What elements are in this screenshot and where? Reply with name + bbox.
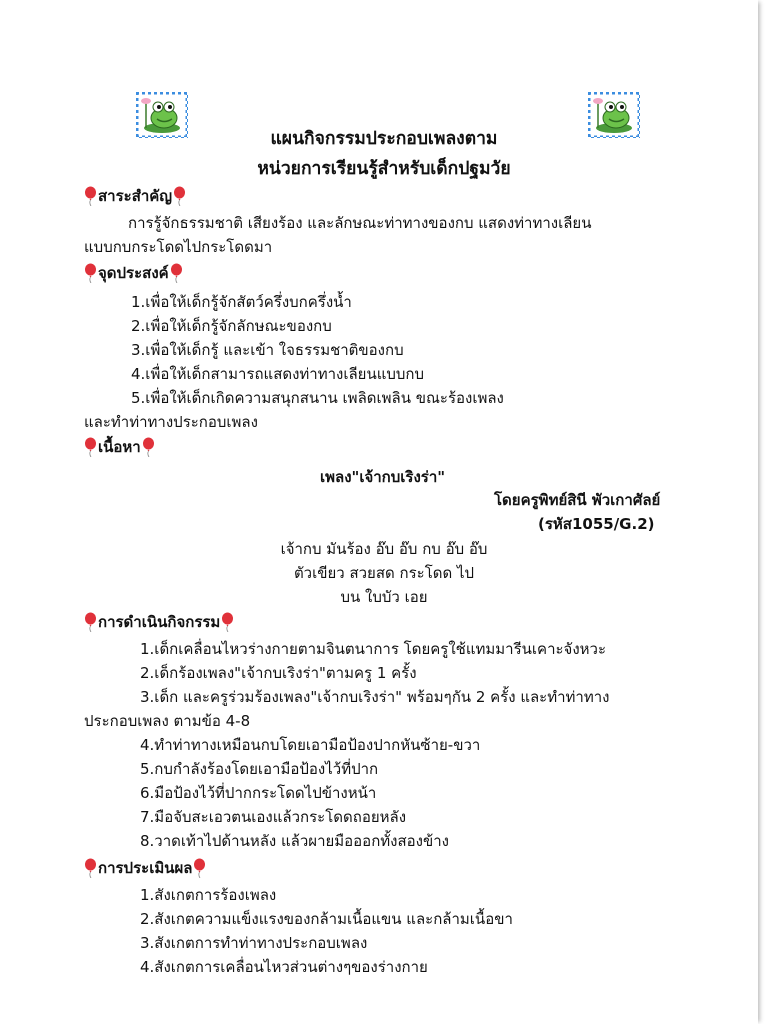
page-subtitle: หน่วยการเรียนรู้สำหรับเด็กปฐมวัย [257,159,511,179]
list-item: 1.เพื่อให้เด็กรู้จักสัตว์ครึ่งบกครึ่งน้ำ [131,293,352,311]
balloon-icon [221,612,234,632]
list-item: 1.สังเกตการร้องเพลง [140,886,277,904]
list-item: 2.สังเกตความแข็งแรงของกล้ามเนื้อแขน และกล้ามเนื้อขา [140,910,513,928]
list-item: 3.เด็ก และครูร่วมร้องเพลง"เจ้ากบเริงร่า" พร้อมๆกัน 2 ครั้ง และทำท่าทาง [140,688,610,706]
section-heading-evaluation: การประเมินผล [84,856,206,880]
list-item: 7.มือจับสะเอวตนเองแล้วกระโดดถอยหลัง [140,808,407,826]
song-title: เพลง"เจ้ากบเริงร่า" [320,468,446,486]
section-heading-activities: การดำเนินกิจกรรม [84,610,234,634]
list-item: 2.เด็กร้องเพลง"เจ้ากบเริงร่า"ตามครู 1 ครั้ง [140,664,417,682]
list-item: 5.กบกำลังร้องโดยเอามือป้องไว้ที่ปาก [140,760,379,778]
balloon-icon [84,437,97,457]
section-heading-content: เนื้อหา [84,435,155,459]
lyric-line: เจ้ากบ มันร้อง อ๊บ อ๊บ กบ อ๊บ อ๊บ [280,540,488,558]
list-item: 3.สังเกตการทำท่าทางประกอบเพลง [140,934,368,952]
list-item-continuation: ประกอบเพลง ตามข้อ 4-8 [84,712,251,730]
essence-text: การรู้จักธรรมชาติ เสียงร้อง และลักษณะท่าทางของกบ แสดงท่าทางเลียน [128,214,592,232]
song-author: โดยครูพิทย์สินี พัวเกาศัลย์ [494,491,661,509]
balloon-icon [170,263,183,283]
essence-text: แบบกบกระโดดไปกระโดดมา [84,238,273,256]
section-heading-essence: สาระสำคัญ [84,184,186,208]
balloon-icon [142,437,155,457]
list-item-continuation: และทำท่าทางประกอบเพลง [84,413,258,431]
balloon-icon [84,186,97,206]
balloon-icon [173,186,186,206]
balloon-icon [193,858,206,878]
list-item: 6.มือป้องไว้ที่ปากกระโดดไปข้างหน้า [140,784,377,802]
list-item: 5.เพื่อให้เด็กเกิดความสนุกสนาน เพลิดเพลิน ขณะร้องเพลง [131,389,504,407]
balloon-icon [84,612,97,632]
list-item: 4.เพื่อให้เด็กสามารถแสดงท่าทางเลียนแบบกบ [131,365,425,383]
lyric-line: บน ใบบัว เอย [340,588,428,606]
list-item: 4.ทำท่าทางเหมือนกบโดยเอามือป้องปากหันซ้าย-ขวา [140,736,481,754]
balloon-icon [84,858,97,878]
lyric-line: ตัวเขียว สวยสด กระโดด ไป [293,564,475,582]
list-item: 2.เพื่อให้เด็กรู้จักลักษณะของกบ [131,317,332,335]
list-item: 4.สังเกตการเคลื่อนไหวส่วนต่างๆของร่างกาย [140,958,428,976]
list-item: 8.วาดเท้าไปด้านหลัง แล้วผายมือออกทั้งสองข้าง [140,832,449,850]
balloon-icon [84,263,97,283]
page-title: แผนกิจกรรมประกอบเพลงตาม [270,129,498,149]
list-item: 1.เด็กเคลื่อนไหวร่างกายตามจินตนาการ โดยครูใช้แทมมารีนเคาะจังหวะ [140,640,607,658]
list-item: 3.เพื่อให้เด็กรู้ และเข้า ใจธรรมชาติของกบ [131,341,404,359]
song-code: (รหัส1055/G.2) [538,515,655,533]
section-heading-objectives: จุดประสงค์ [84,261,183,285]
